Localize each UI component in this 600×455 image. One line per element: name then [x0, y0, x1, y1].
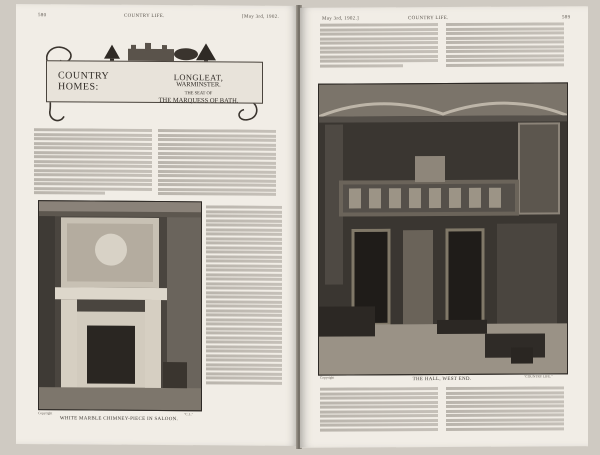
right-page	[300, 6, 588, 448]
seat-details	[136, 73, 261, 106]
left-page-folio: 580	[38, 13, 47, 19]
chimney-piece-illustration	[39, 201, 201, 410]
left-text-column-3	[206, 205, 282, 396]
title-country: COUNTRY	[58, 70, 110, 82]
left-photo-caption: WHITE MARBLE CHIMNEY-PIECE IN SALOON.	[59, 416, 179, 423]
hall-illustration	[319, 83, 567, 374]
chimney-piece-photo	[38, 200, 202, 411]
right-text-column-3	[320, 387, 438, 438]
right-text-column-2	[446, 22, 564, 75]
country-homes-masthead	[46, 40, 261, 128]
right-photo-caption: THE HALL, WEST END.	[412, 376, 472, 383]
right-photo-credit-mark: "COUNTRY LIFE."	[524, 374, 553, 379]
left-page	[16, 4, 298, 446]
left-text-column-2	[158, 129, 276, 206]
owner-name: THE MARQUESS OF BATH.	[158, 97, 239, 105]
seat-of-label: THE SEAT OF	[184, 90, 213, 96]
left-page-date: [May 3rd, 1902.	[242, 14, 279, 20]
town-name: WARMINSTER.	[176, 81, 221, 89]
left-photo-credit-mark: "C.L."	[184, 412, 194, 417]
hall-photo	[318, 82, 568, 375]
right-page-folio: 589	[562, 15, 571, 21]
right-text-column-4	[446, 386, 564, 437]
left-text-column-1	[34, 128, 152, 205]
right-running-title: COUNTRY LIFE.	[408, 15, 449, 22]
right-page-date: May 3rd, 1902.]	[322, 16, 359, 22]
magazine-spread	[12, 5, 590, 449]
place-name: LONGLEAT,	[173, 72, 224, 83]
left-running-title: COUNTRY LIFE.	[124, 13, 165, 20]
country-homes-title	[58, 70, 128, 92]
right-photo-credit: Copyright	[320, 375, 335, 380]
left-photo-credit: Copyright	[38, 411, 53, 416]
right-text-column-1	[320, 23, 438, 76]
title-homes: HOMES:	[58, 81, 99, 93]
